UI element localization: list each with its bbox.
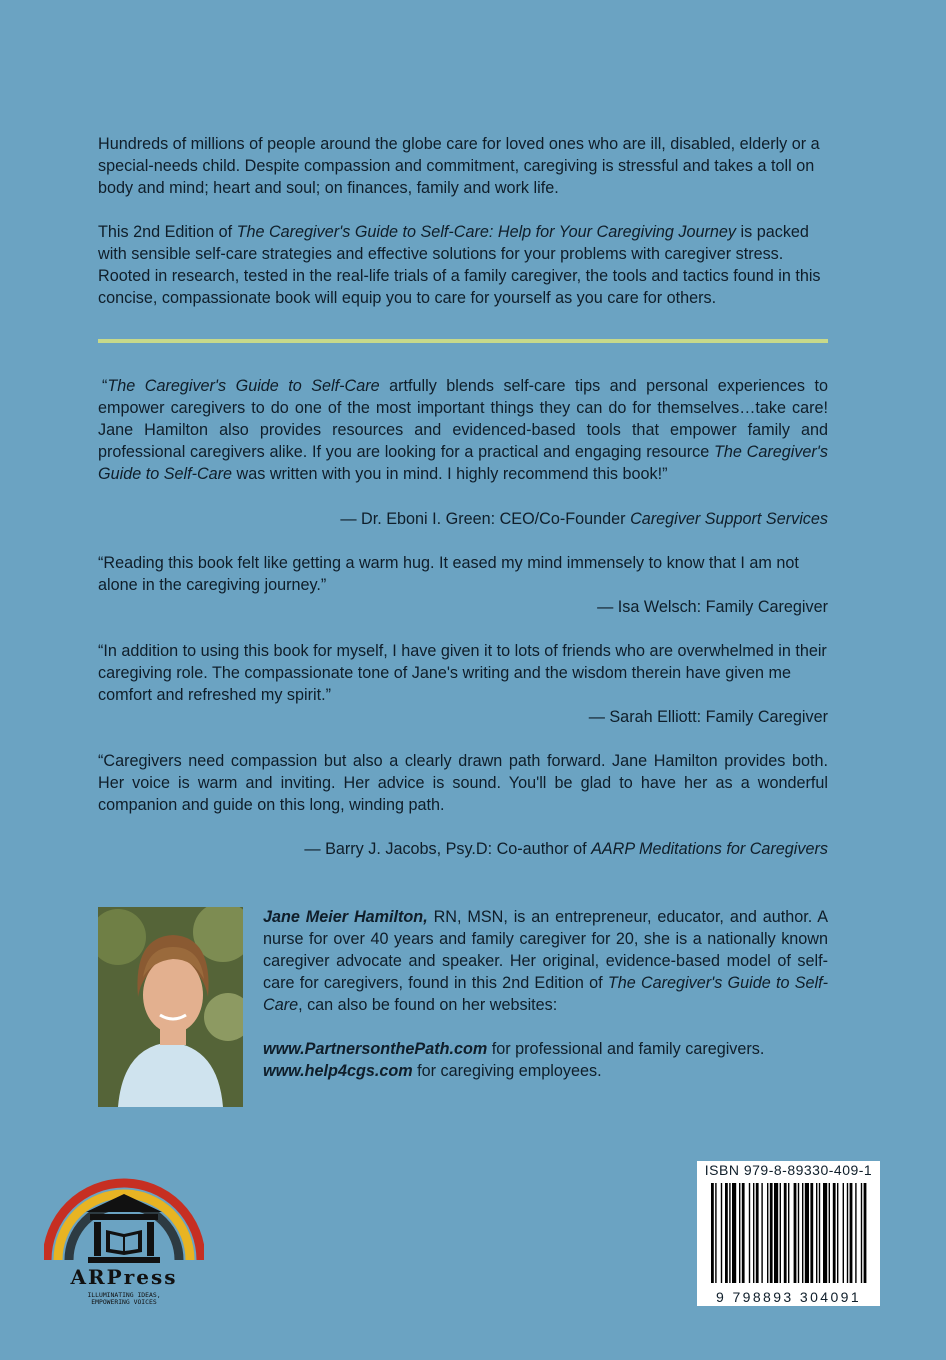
barcode-bar bbox=[767, 1183, 768, 1283]
barcode-bar bbox=[861, 1183, 862, 1283]
author-bio-text-b: , can also be found on her websites: bbox=[298, 996, 558, 1014]
barcode-bar bbox=[823, 1183, 827, 1283]
barcode-bar bbox=[855, 1183, 856, 1283]
testimonial-1-attribution bbox=[98, 508, 828, 530]
barcode-bar bbox=[742, 1183, 745, 1283]
barcode-bar bbox=[780, 1183, 781, 1283]
barcode-bar bbox=[711, 1183, 714, 1283]
barcode-bar bbox=[715, 1183, 716, 1283]
publisher-tagline bbox=[44, 1292, 204, 1306]
barcode-bar bbox=[753, 1183, 754, 1283]
testimonial-1-text-a: artfully blends self-care tips and personal experiences to empower caregivers to do one of the most important things they can do for themselves…take care! Jane Hamilton also provides resources and evidenced-based tools that empower family and professional caregivers alike. If you are looking for a practical and engaging resource bbox=[98, 377, 828, 461]
testimonial-4-text: “Caregivers need compassion but also a clearly drawn path forward. Jane Hamilton provides both. Her voice is warm and inviting. Her advice is sound. You'll be glad to have her as a wonderful companion and guide on this long, winding path. bbox=[98, 752, 828, 814]
barcode-bar bbox=[732, 1183, 736, 1283]
barcode-digits: 9 798893 304091 bbox=[716, 1289, 861, 1305]
intro-paragraph-1 bbox=[98, 133, 828, 199]
barcode-bar bbox=[794, 1183, 797, 1283]
barcode-bar bbox=[802, 1183, 803, 1283]
attribution-org: Caregiver Support Services bbox=[630, 510, 828, 528]
barcode-bar bbox=[843, 1183, 844, 1283]
publisher-name: ARPress bbox=[70, 1265, 178, 1289]
intro-text-2a: This 2nd Edition of bbox=[98, 223, 237, 241]
intro-paragraph-2 bbox=[98, 221, 828, 309]
barcode-bar bbox=[864, 1183, 867, 1283]
isbn-barcode bbox=[697, 1161, 880, 1306]
website-1-desc: for professional and family caregivers. bbox=[487, 1040, 765, 1058]
testimonial-2-attribution bbox=[98, 596, 828, 618]
quote-mark: “ bbox=[102, 377, 108, 395]
barcode-bar bbox=[805, 1183, 809, 1283]
website-2-url[interactable]: www.help4cgs.com bbox=[263, 1062, 413, 1080]
barcode-bar bbox=[774, 1183, 778, 1283]
testimonial-3-attribution bbox=[98, 706, 828, 728]
testimonial-1 bbox=[98, 375, 828, 485]
author-name: Jane Meier Hamilton, bbox=[263, 908, 428, 926]
section-divider bbox=[98, 339, 828, 343]
attribution-name: — Dr. Eboni I. Green: CEO/Co-Founder bbox=[340, 510, 631, 528]
barcode-bar bbox=[784, 1183, 787, 1283]
author-photo bbox=[98, 907, 243, 1107]
tagline-line-1: ILLUMINATING IDEAS, bbox=[87, 1291, 161, 1299]
barcode-bar bbox=[816, 1183, 817, 1283]
barcode-bar bbox=[798, 1183, 799, 1283]
barcode-bars-icon bbox=[697, 1161, 880, 1306]
author-bio-text-a: RN, MSN, is an entrepreneur, educator, and author. A nurse for over 40 years and family caregiver for 20, she is a nationally known caregiver advocate and speaker. Her original, evidence-based model of self-care for caregivers, found in this 2nd Edition of bbox=[263, 908, 828, 992]
author-bio-book-title: The Caregiver's Guide to Self-Care bbox=[263, 974, 828, 1014]
attribution-name: — Sarah Elliott: Family Caregiver bbox=[588, 708, 828, 726]
barcode-bar bbox=[756, 1183, 759, 1283]
barcode-bar bbox=[739, 1183, 740, 1283]
website-1 bbox=[263, 1038, 764, 1060]
barcode-bar bbox=[770, 1183, 773, 1283]
barcode-bar bbox=[819, 1183, 820, 1283]
testimonial-4-attribution bbox=[98, 838, 828, 860]
barcode-bar bbox=[761, 1183, 762, 1283]
intro-text-2b: is packed with sensible self-care strategies and effective solutions for your problems with caregiver stress. Rooted in research, tested in the real-life trials of a family caregiver, the tools and tactics found in this concise, compassionate book will equip you to care for yourself as you care for others. bbox=[98, 223, 821, 307]
website-2 bbox=[263, 1060, 602, 1082]
barcode-bar bbox=[810, 1183, 813, 1283]
barcode-bar bbox=[833, 1183, 836, 1283]
tagline-line-2: EMPOWERING VOICES bbox=[91, 1298, 157, 1306]
intro-text-1: Hundreds of millions of people around the globe care for loved ones who are ill, disabled, elderly or a special-needs child. Despite compassion and commitment, caregiving is stressful and takes a toll on body and mind; heart and soul; on finances, family and work life. bbox=[98, 135, 820, 197]
website-1-url[interactable]: www.PartnersonthePath.com bbox=[263, 1040, 488, 1058]
book-title: The Caregiver's Guide to Self-Care: Help for Your Caregiving Journey bbox=[236, 223, 737, 241]
testimonial-1-book-title: The Caregiver's Guide to Self-Care bbox=[107, 377, 380, 395]
barcode-bar bbox=[725, 1183, 728, 1283]
testimonial-4 bbox=[98, 750, 828, 816]
website-2-desc: for caregiving employees. bbox=[412, 1062, 602, 1080]
testimonial-1-book-title-2: The Caregiver's Guide to Self-Care bbox=[98, 443, 828, 483]
attribution-name: — Barry J. Jacobs, Psy.D: Co-author of bbox=[304, 840, 592, 858]
testimonial-3-text: “In addition to using this book for myself, I have given it to lots of friends who are overwhelmed in their caregiving role. The compassionate tone of Jane's writing and the wisdom therein have given me comfort and refreshed my spirit.” bbox=[98, 642, 827, 704]
barcode-bar bbox=[788, 1183, 789, 1283]
author-portrait-icon bbox=[98, 907, 243, 1107]
testimonial-3 bbox=[98, 640, 828, 706]
barcode-bar bbox=[850, 1183, 853, 1283]
testimonial-2-text: “Reading this book felt like getting a warm hug. It eased my mind immensely to know that I am not alone in the caregiving journey.” bbox=[98, 554, 799, 594]
testimonial-2 bbox=[98, 552, 828, 596]
barcode-bar bbox=[847, 1183, 848, 1283]
barcode-bar bbox=[729, 1183, 730, 1283]
isbn-label: ISBN 979-8-89330-409-1 bbox=[704, 1162, 873, 1178]
barcode-bar bbox=[829, 1183, 830, 1283]
barcode-bar bbox=[721, 1183, 722, 1283]
author-bio bbox=[263, 906, 828, 1016]
barcode-bar bbox=[749, 1183, 750, 1283]
barcode-bar bbox=[837, 1183, 838, 1283]
attribution-book: AARP Meditations for Caregivers bbox=[591, 840, 828, 858]
testimonial-1-text-b: was written with you in mind. I highly recommend this book!” bbox=[232, 465, 668, 483]
attribution-name: — Isa Welsch: Family Caregiver bbox=[597, 598, 828, 616]
